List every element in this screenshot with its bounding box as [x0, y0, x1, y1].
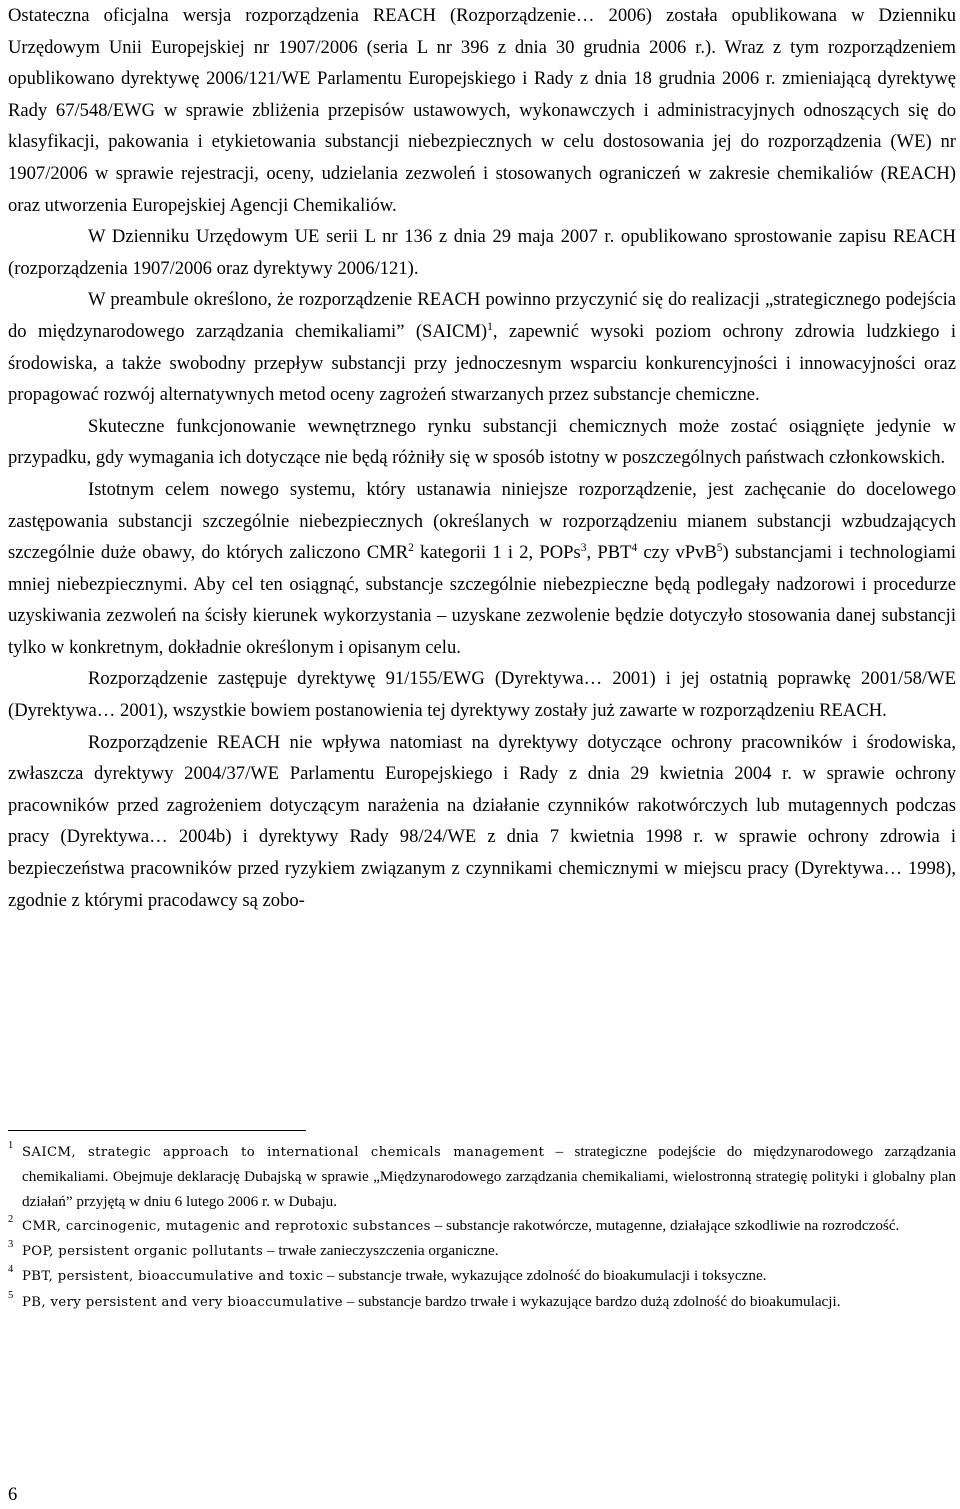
- page-number: 6: [8, 1484, 18, 1505]
- footnote-text: – substancje trwałe, wykazujące zdolność do bioakumulacji i toksyczne.: [323, 1267, 767, 1285]
- footnote-term: SAICM, strategic approach to international chemicals management: [22, 1145, 545, 1160]
- footnote-ref-5: 5: [716, 542, 723, 555]
- footnote-2: [8, 1214, 956, 1239]
- paragraph-3: [8, 284, 956, 410]
- footnote-ref-4: 4: [631, 542, 638, 555]
- paragraph-5-text-e: ) substancjami i technologiami mniej niebezpiecznymi. Aby cel ten osiągnąć, substancje szczególnie niebezpieczne będą podlegały nadzorowi i procedurze uzyskiwania zezwoleń na ścisły kierunek wykorzystania – uzyskane zezwolenie będzie dotyczyło stosowania danej substancji tylko w konkretnym, dokładnie określonym i opisanym celu.: [8, 542, 956, 658]
- footnote-text: – substancje rakotwórcze, mutagenne, działające szkodliwie na rozrodczość.: [430, 1216, 900, 1234]
- paragraph-6: Rozporządzenie zastępuje dyrektywę 91/155/EWG (Dyrektywa… 2001) i jej ostatnią poprawkę 2001/58/WE (Dyrektywa… 2001), wszystkie bowiem postanowienia tej dyrektywy zostały już zawarte w rozporządzeniu REACH.: [8, 668, 956, 722]
- footnote-ref-2: 2: [408, 542, 414, 555]
- footnote-text: – strategiczne podejście do międzynarodowego zarządzania chemikaliami. Obejmuje deklarację Dubajską w sprawie „Międzynarodowego zarządzania chemikaliami, wielostronną strategię polityki i globalny plan działań” przyjętą w dniu 6 lutego 2006 r. w Dubaju.: [22, 1143, 956, 1210]
- paragraph-5-text-b: kategorii 1 i 2, POPs: [413, 542, 581, 564]
- footnote-number: 1: [8, 1140, 14, 1151]
- paragraph-4: Skuteczne funkcjonowanie wewnętrznego rynku substancji chemicznych może zostać osiągnięte jedynie w przypadku, gdy wymagania ich dotyczące nie będą różniły się w sposób istotny w poszczególnych państwach członkowskich.: [8, 415, 956, 469]
- paragraph-5: [8, 474, 956, 664]
- document-body: [8, 0, 956, 916]
- paragraph-5-text-d: czy vPvB: [637, 542, 717, 564]
- footnote-term: POP, persistent organic pollutants: [22, 1244, 264, 1260]
- footnote-separator: [8, 1130, 306, 1131]
- footnote-3: [8, 1239, 956, 1264]
- footnote-term: PB, very persistent and very bioaccumulative: [22, 1294, 343, 1310]
- paragraph-1: Ostateczna oficjalna wersja rozporządzenia REACH (Rozporządzenie… 2006) została opublikowana w Dzienniku Urzędowym Unii Europejskiej nr 1907/2006 (seria L nr 396 z dnia 30 grudnia 2006 r.). Wraz z tym rozporządzeniem opublikowano dyrektywę 2006/121/WE Parlamentu Europejskiego i Rady z dnia 18 grudnia 2006 r. zmieniającą dyrektywę Rady 67/548/EWG w sprawie zbliżenia przepisów ustawowych, wykonawczych i administracyjnych odnoszących się do klasyfikacji, pakowania i etykietowania substancji niebezpiecznych w celu dostosowania jej do rozporządzenia (WE) nr 1907/2006 w sprawie rejestracji, oceny, udzielania zezwoleń i stosowanych ograniczeń w zakresie chemikaliów (REACH) oraz utworzenia Europejskiej Agencji Chemikaliów.: [8, 5, 956, 216]
- paragraph-5-text-a: Istotnym celem nowego systemu, który ustanawia niniejsze rozporządzenie, jest zachęcanie do docelowego zastępowania substancji szczególnie niebezpiecznych (określanych w rozporządzeniu mianem substancji wzbudzających szczególnie duże obawy, do których zaliczono CMR: [8, 478, 956, 564]
- footnote-ref-1: 1: [487, 320, 493, 333]
- footnote-number: 5: [8, 1289, 14, 1301]
- paragraph-7: Rozporządzenie REACH nie wpływa natomiast na dyrektywy dotyczące ochrony pracowników i środowiska, zwłaszcza dyrektywy 2004/37/WE Parlamentu Europejskiego i Rady z dnia 29 kwietnia 2004 r. w sprawie ochrony pracowników przed zagrożeniem dotyczącym narażenia na działanie czynników rakotwórczych lub mutagennych podczas pracy (Dyrektywa… 2004b) i dyrektywy Rady 98/24/WE z dnia 7 kwietnia 1998 r. w sprawie ochrony zdrowia i bezpieczeństwa pracowników przed ryzykiem związanym z czynnikami chemicznymi w miejscu pracy (Dyrektywa… 1998), zgodnie z którymi pracodawcy są zobo-: [8, 731, 956, 911]
- footnotes: [8, 1140, 956, 1315]
- paragraph-5-text-c: , PBT: [586, 542, 632, 564]
- paragraph-3-text-b: , zapewnić wysoki poziom ochrony zdrowia ludzkiego i środowiska, a także swobodny przepływ substancji przy jednoczesnym wsparciu konkurencyjności i innowacyjności oraz propagować rozwój alternatywnych metod oceny zagrożeń stwarzanych przez substancje chemiczne.: [8, 320, 956, 406]
- footnote-term: PBT, persistent, bioaccumulative and toxic: [22, 1269, 324, 1285]
- footnote-term: CMR, carcinogenic, mutagenic and reprotoxic substances: [22, 1218, 431, 1234]
- footnote-text: – substancje bardzo trwałe i wykazujące bardzo dużą zdolność do bioakumulacji.: [342, 1292, 841, 1310]
- footnote-1: [8, 1140, 956, 1214]
- footnote-number: 4: [8, 1264, 14, 1276]
- footnote-number: 3: [8, 1239, 14, 1251]
- footnote-ref-3: 3: [580, 542, 587, 555]
- footnote-4: [8, 1264, 956, 1289]
- footnote-text: – trwałe zanieczyszczenia organiczne.: [263, 1242, 499, 1260]
- footnote-5: [8, 1290, 956, 1315]
- paragraph-2: W Dzienniku Urzędowym UE serii L nr 136 z dnia 29 maja 2007 r. opublikowano sprostowanie zapisu REACH (rozporządzenia 1907/2006 oraz dyrektywy 2006/121).: [8, 226, 956, 279]
- paragraph-3-text-a: W preambule określono, że rozporządzenie REACH powinno przyczynić się do realizacji „strategicznego podejścia do międzynarodowego zarządzania chemikaliami” (SAICM): [8, 289, 956, 342]
- footnote-number: 2: [8, 1213, 14, 1225]
